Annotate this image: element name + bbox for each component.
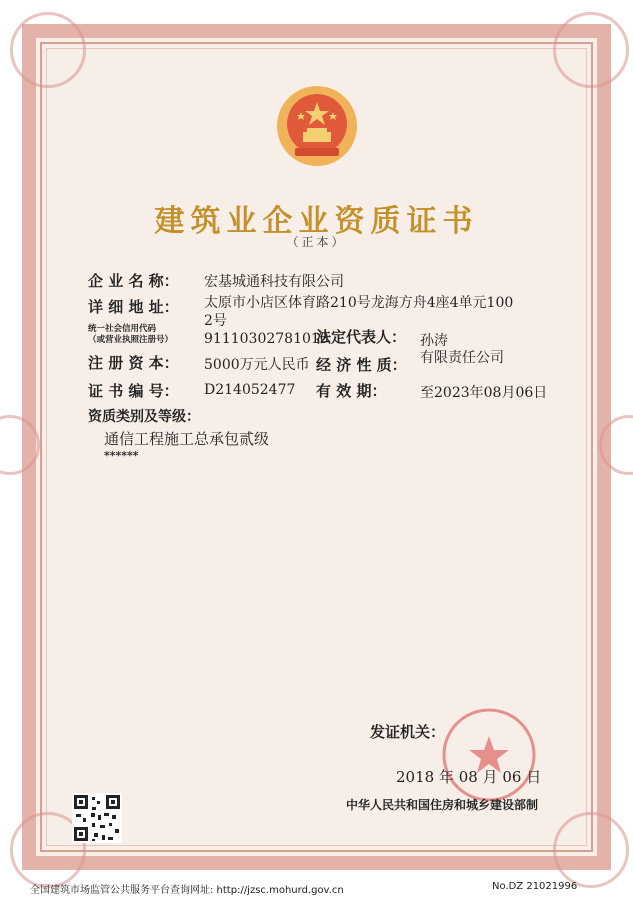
official-seal-icon <box>440 706 538 804</box>
qualification-label: 资质类别及等级： <box>88 409 200 425</box>
issuer-name: 中华人民共和国住房和城乡建设部制 <box>346 798 539 812</box>
query-url-text: 全国建筑市场监管公共服务平台查询网址: http://jzsc.mohurd.gov.cn <box>30 885 344 896</box>
validity-value: 至2023年08月06日 <box>420 385 548 401</box>
certificate-title: 建筑业企业资质证书 <box>154 204 479 239</box>
qualification-value: 通信工程施工总承包贰级 <box>104 430 270 448</box>
address-label: 详 细 地 址： <box>88 298 179 316</box>
economic-nature-label: 经 济 性 质： <box>316 356 407 374</box>
cert-number-label: 证 书 编 号： <box>88 382 179 400</box>
certificate-subtitle: （正本） <box>286 235 347 249</box>
corner-ornament-top-right <box>553 12 629 88</box>
corner-ornament-bottom-right <box>553 812 629 888</box>
company-name-value: 宏基城通科技有限公司 <box>204 274 344 290</box>
capital-value: 5000万元人民币 <box>204 357 310 373</box>
credit-code-label-line1: 统一社会信用代码 <box>88 324 157 334</box>
corner-ornament-top-left <box>10 12 86 88</box>
qr-code-icon <box>72 793 122 843</box>
national-emblem-icon <box>273 82 361 170</box>
legal-rep-label: 法定代表人： <box>316 328 407 346</box>
issue-date: 2018 年 08 月 06 日 <box>396 768 542 786</box>
issuer-label: 发证机关： <box>370 723 446 741</box>
credit-code-value: 91110302781010 <box>204 331 329 347</box>
serial-number: No.DZ 21021996 <box>492 881 578 892</box>
validity-label: 有 效 期： <box>316 382 387 400</box>
credit-code-label-line2: （或营业执照注册号） <box>88 335 174 345</box>
company-name-label: 企 业 名 称： <box>88 272 179 290</box>
cert-number-value: D214052477 <box>204 382 296 398</box>
address-line2: 2号 <box>204 313 227 329</box>
economic-nature-value: 有限责任公司 <box>420 350 504 366</box>
capital-label: 注 册 资 本： <box>88 354 179 372</box>
legal-rep-value: 孙涛 <box>420 333 448 349</box>
address-line1: 太原市小店区体育路210号龙海方舟4座4单元100 <box>204 295 514 311</box>
qualification-stars: ****** <box>104 449 139 462</box>
